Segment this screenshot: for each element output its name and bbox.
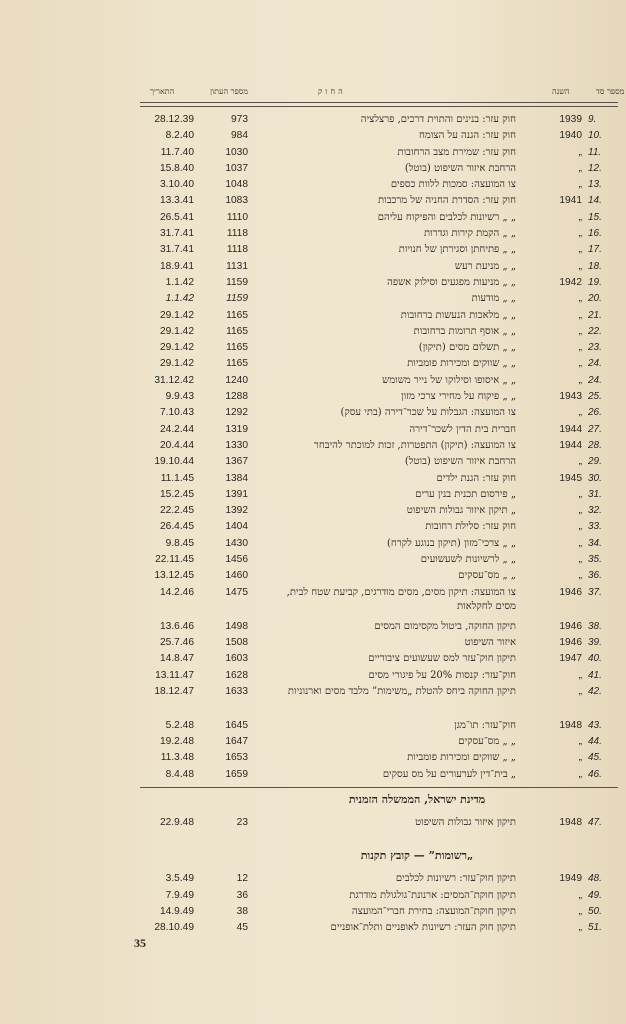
row-law: „ „ הקמת קירות וגדרות <box>424 228 516 240</box>
table-row <box>0 259 626 275</box>
law-table-state <box>0 815 626 831</box>
header-law: החוק <box>318 87 346 96</box>
row-date: 19.2.48 <box>160 736 194 748</box>
row-gazette-number: 1384 <box>225 472 248 484</box>
row-date: 24.2.44 <box>160 423 194 435</box>
row-index: 23. <box>588 342 602 354</box>
row-gazette-number: 1628 <box>225 669 248 681</box>
row-law: חברית בית הדין לשכר־דירה <box>409 423 516 435</box>
row-law: איזור השיפוט <box>464 636 516 648</box>
table-row <box>0 145 626 161</box>
row-date: 22.2.45 <box>160 505 194 517</box>
table-row <box>0 519 626 535</box>
row-law: „ „ איסופו וסילוקו של נייר משומש <box>382 374 516 386</box>
row-gazette-number: 1508 <box>225 636 248 648</box>
row-year: „ <box>578 922 582 934</box>
row-gazette-number: 984 <box>231 130 248 142</box>
row-year: „ <box>578 358 582 370</box>
table-row <box>0 112 626 128</box>
row-law: חוק־עזר: תו־מגן <box>454 719 516 731</box>
row-date: 14.2.46 <box>160 586 194 598</box>
header-date: התאריך <box>150 87 175 96</box>
row-index: 34. <box>588 537 602 549</box>
row-date: 3.5.49 <box>165 873 194 885</box>
row-year: „ <box>578 554 582 566</box>
row-index: 38. <box>588 620 602 632</box>
table-row <box>0 340 626 356</box>
row-date: 1.1.42 <box>165 293 194 305</box>
row-law: חוק עזר: שמירת מצב הרחובות <box>397 146 516 158</box>
row-date: 31.12.42 <box>154 374 194 386</box>
row-law: חוק עזר: הגנת ילדים <box>436 472 516 484</box>
row-gazette-number: 1404 <box>225 521 248 533</box>
row-index: 14. <box>588 195 602 207</box>
row-gazette-number: 1603 <box>225 653 248 665</box>
row-year: „ <box>578 685 582 697</box>
row-date: 29.1.42 <box>160 358 194 370</box>
row-index: 45. <box>588 752 602 764</box>
row-gazette-number: 1653 <box>225 752 248 764</box>
row-year: 1941 <box>559 195 582 207</box>
row-law: „ „ צרכי־מזון (תיקון בנוגע לקרח) <box>387 537 516 549</box>
row-gazette-number: 12 <box>236 873 248 885</box>
row-year: 1946 <box>559 586 582 598</box>
table-row <box>0 177 626 193</box>
row-law: „ בית־דין לערעורים על מס עסקים <box>382 768 516 780</box>
row-date: 29.1.42 <box>160 325 194 337</box>
row-gazette-number: 1159 <box>226 293 248 305</box>
table-row <box>0 635 626 651</box>
row-year: 1945 <box>559 472 582 484</box>
row-gazette-number: 38 <box>236 905 248 917</box>
row-date: 26.4.45 <box>160 521 194 533</box>
row-gazette-number: 1165 <box>226 325 248 337</box>
table-row <box>0 405 626 421</box>
row-law: תיקון חוקת־המועצה: בחירת חברי־המועצה <box>351 905 516 917</box>
row-gazette-number: 1165 <box>226 358 248 370</box>
row-year: 1948 <box>559 719 582 731</box>
row-index: 9. <box>588 114 597 125</box>
row-gazette-number: 1430 <box>225 537 248 549</box>
row-date: 15.2.45 <box>160 488 194 500</box>
row-index: 39. <box>588 636 602 648</box>
row-index: 41. <box>588 669 602 681</box>
row-index: 42. <box>588 685 602 697</box>
row-law: „ „ פיקוח על מחירי צרכי מזון <box>401 391 516 403</box>
row-date: 5.2.48 <box>165 719 194 731</box>
table-row <box>0 734 626 750</box>
row-index: 22. <box>588 325 602 337</box>
row-gazette-number: 1367 <box>225 456 248 468</box>
row-year: „ <box>578 260 582 272</box>
row-year: „ <box>578 669 582 681</box>
table-row <box>0 210 626 226</box>
row-year: „ <box>578 570 582 582</box>
row-year: 1943 <box>559 391 582 403</box>
table-row <box>0 503 626 519</box>
table-row <box>0 888 626 904</box>
row-year: „ <box>578 488 582 500</box>
row-index: 36. <box>588 570 602 582</box>
row-index: 19. <box>588 276 602 288</box>
row-year: „ <box>578 407 582 419</box>
row-year: 1946 <box>559 636 582 648</box>
row-law: „ פירסום תכנית בנין ערים <box>415 488 516 500</box>
row-year: „ <box>578 456 582 468</box>
row-date: 26.5.41 <box>160 211 194 223</box>
table-row <box>0 308 626 324</box>
row-index: 25. <box>588 391 602 403</box>
table-row <box>0 718 626 734</box>
row-year: 1946 <box>559 620 582 632</box>
row-date: 28.10.49 <box>154 922 194 934</box>
row-gazette-number: 1037 <box>225 162 248 174</box>
table-row <box>0 619 626 635</box>
table-row <box>0 422 626 438</box>
row-year: „ <box>578 537 582 549</box>
row-gazette-number: 1456 <box>225 554 248 566</box>
table-row <box>0 750 626 766</box>
row-year: „ <box>578 342 582 354</box>
row-law: תיקון חוק העזר: רשיונות לאופניים ותלת־אופניים <box>330 922 516 934</box>
row-date: 19.10.44 <box>154 456 194 468</box>
row-date: 9.8.45 <box>165 537 194 549</box>
row-law: תיקון החוקה, ביטול מקסימום המסים <box>374 620 516 632</box>
row-law: צו המועצה: (תיקון) התפטרות, זכות למוכתר להיבחר <box>313 439 516 451</box>
row-gazette-number: 1288 <box>225 391 248 403</box>
row-year: „ <box>578 244 582 256</box>
row-law: הרחבת איזור השיפוט (בוטל) <box>404 456 516 468</box>
row-year: „ <box>578 905 582 917</box>
row-index: 29. <box>588 456 602 468</box>
row-law: תיקון החוקה ביחס להטלת „משימות” מלבד מסים וארנוניות <box>287 685 516 697</box>
row-year: 1939 <box>559 114 582 125</box>
row-gazette-number: 1633 <box>225 685 248 697</box>
row-index: 24. <box>588 374 602 386</box>
row-date: 3.10.40 <box>160 179 194 191</box>
row-date: 22.9.48 <box>160 816 194 828</box>
table-row <box>0 568 626 584</box>
row-index: 28. <box>588 439 602 451</box>
row-index: 33. <box>588 521 602 533</box>
row-index: 18. <box>588 260 602 272</box>
row-index: 40. <box>588 653 602 665</box>
row-index: 37. <box>588 586 602 598</box>
row-index: 24. <box>588 358 602 370</box>
row-date: 15.8.40 <box>160 162 194 174</box>
row-gazette-number: 973 <box>231 114 248 125</box>
row-index: 26. <box>588 407 602 419</box>
row-law: „ תיקון איזור גבולות השיפוט <box>406 505 516 517</box>
table-row <box>0 275 626 291</box>
row-law: תיקון חוק־עזר: רשיונות לכלבים <box>395 873 516 885</box>
row-date: 29.1.42 <box>160 342 194 354</box>
row-law: הרחבת איזור השיפוט (בוטל) <box>404 162 516 174</box>
row-gazette-number: 1475 <box>225 586 248 598</box>
row-gazette-number: 1110 <box>226 211 248 223</box>
row-gazette-number: 1159 <box>226 276 248 288</box>
row-law: „ „ מס־עסקים <box>458 570 516 582</box>
row-date: 13.3.41 <box>160 195 194 207</box>
table-row <box>0 815 626 831</box>
row-year: „ <box>578 179 582 191</box>
row-law: חוק עזר: הסדרת החניה של מרכבות <box>378 195 516 207</box>
row-gazette-number: 1391 <box>225 488 248 500</box>
header-year: השנה <box>552 87 570 96</box>
header-rule-bottom <box>140 106 618 107</box>
row-year: „ <box>578 521 582 533</box>
row-law: צו המועצה: סמכות ללוות כספים <box>390 179 516 191</box>
row-index: 44. <box>588 736 602 748</box>
row-index: 30. <box>588 472 602 484</box>
row-gazette-number: 1460 <box>225 570 248 582</box>
row-year: „ <box>578 228 582 240</box>
row-year: „ <box>578 505 582 517</box>
row-date: 14.9.49 <box>160 905 194 917</box>
row-year: 1940 <box>559 130 582 142</box>
table-row <box>0 585 626 619</box>
row-year: 1942 <box>559 276 582 288</box>
row-date: 11.1.45 <box>160 472 194 484</box>
row-law: „ „ תשלום מסים (תיקון) <box>418 342 516 354</box>
row-law: „ „ מניעות מפגעים וסילוק אשפה <box>387 276 516 288</box>
row-gazette-number: 1319 <box>225 423 248 435</box>
row-law: „ „ מודעות <box>471 293 516 305</box>
section-heading-state: מדינת ישראל, הממשלה הזמנית <box>348 792 486 806</box>
row-date: 9.9.43 <box>165 391 194 403</box>
row-gazette-number: 1240 <box>225 374 248 386</box>
row-date: 1.1.42 <box>165 276 194 288</box>
row-year: „ <box>578 374 582 386</box>
row-law: „ „ מניעת רעש <box>454 260 516 272</box>
row-year: „ <box>578 211 582 223</box>
row-date: 22.11.45 <box>155 554 194 566</box>
table-row <box>0 767 626 783</box>
table-row <box>0 536 626 552</box>
row-index: 46. <box>588 768 602 780</box>
row-index: 11. <box>588 146 602 158</box>
row-gazette-number: 1330 <box>225 439 248 451</box>
row-law: חוק עזר: הגנה על הצומח <box>418 130 516 142</box>
row-date: 29.1.42 <box>160 309 194 321</box>
header-number: מספר העתון <box>210 87 249 96</box>
row-year: 1944 <box>559 439 582 451</box>
table-row <box>0 920 626 936</box>
row-index: 43. <box>588 719 602 731</box>
row-law: „ „ אוסף תרומות ברחובות <box>413 325 516 337</box>
page-number: 35 <box>134 936 146 950</box>
row-date: 11.3.48 <box>160 752 194 764</box>
row-year: „ <box>578 162 582 174</box>
row-gazette-number: 1165 <box>226 342 248 354</box>
row-date: 25.7.46 <box>160 636 194 648</box>
law-table <box>0 112 626 783</box>
table-row <box>0 356 626 372</box>
row-gazette-number: 36 <box>236 889 248 901</box>
row-index: 21. <box>588 309 602 321</box>
table-row <box>0 373 626 389</box>
row-index: 49. <box>588 889 602 901</box>
table-row <box>0 487 626 503</box>
row-year: 1944 <box>559 423 582 435</box>
row-date: 11.7.40 <box>160 146 194 158</box>
table-row <box>0 242 626 258</box>
row-year: 1949 <box>559 873 582 885</box>
row-index: 16. <box>588 228 602 240</box>
row-year: „ <box>578 752 582 764</box>
row-index: 31. <box>588 488 602 500</box>
row-year: „ <box>578 889 582 901</box>
row-date: 31.7.41 <box>160 228 194 240</box>
row-date: 8.2.40 <box>165 130 194 142</box>
row-law: צו המועצה: תיקון מסים, מסים מודרגים, קביעת שטח לבית, מסים לחקלאות <box>286 586 516 612</box>
row-law: צו המועצה: הגבלות על שכר־דירה (בתי עסק) <box>340 407 516 419</box>
row-year: „ <box>578 736 582 748</box>
row-date: 13.6.46 <box>160 620 194 632</box>
row-year: „ <box>578 293 582 305</box>
row-gazette-number: 1292 <box>225 407 248 419</box>
row-date: 31.7.41 <box>160 244 194 256</box>
row-date: 18.12.47 <box>154 685 194 697</box>
row-gazette-number: 1645 <box>225 719 248 731</box>
row-index: 48. <box>588 873 602 885</box>
row-index: 12. <box>588 162 602 174</box>
row-date: 18.9.41 <box>160 260 194 272</box>
table-row <box>0 161 626 177</box>
row-index: 35. <box>588 554 602 566</box>
row-year: „ <box>578 325 582 337</box>
row-index: 32. <box>588 505 602 517</box>
row-date: 13.12.45 <box>154 570 194 582</box>
row-gazette-number: 1659 <box>225 768 248 780</box>
row-gazette-number: 1118 <box>226 244 248 256</box>
row-gazette-number: 1131 <box>226 260 248 272</box>
row-law: תיקון חוקת־המסים: ארנונת־גולגולת מודרגת <box>349 889 516 901</box>
row-date: 13.11.47 <box>155 669 194 681</box>
row-law: „ „ פתיחתן וסגירתן של חנויות <box>398 244 516 256</box>
table-row <box>0 454 626 470</box>
row-date: 28.12.39 <box>154 114 194 125</box>
table-row <box>0 904 626 920</box>
row-gazette-number: 1030 <box>225 146 248 158</box>
row-date: 20.4.44 <box>160 439 194 451</box>
table-row <box>0 193 626 209</box>
header-index: מספר סד <box>596 87 625 96</box>
table-row <box>0 471 626 487</box>
row-year: „ <box>578 768 582 780</box>
row-index: 27. <box>588 423 602 435</box>
row-law: „ „ לרשיונות לשעשועים <box>420 554 516 566</box>
row-law: „ „ מס־עסקים <box>458 736 516 748</box>
row-index: 15. <box>588 211 602 223</box>
row-law: „ „ מלאכות הנעשות ברחובות <box>400 309 516 321</box>
row-gazette-number: 1647 <box>225 736 248 748</box>
row-gazette-number: 1048 <box>225 179 248 191</box>
row-gazette-number: 45 <box>236 922 248 934</box>
row-year: 1948 <box>559 816 582 828</box>
table-row <box>0 552 626 568</box>
table-row <box>0 668 626 684</box>
row-law: חוק עזר: בנינים והתוית דרכים, פרצלציה <box>360 114 516 125</box>
row-law: תיקון חוק־עזר למס שעשועים ציבוריים <box>368 653 516 665</box>
header-rule-top <box>140 102 618 103</box>
table-row <box>0 291 626 307</box>
row-law: „ „ שווקים ומכירות פומביות <box>407 358 516 370</box>
row-gazette-number: 1165 <box>226 309 248 321</box>
law-table-reshumot <box>0 871 626 936</box>
row-date: 14.8.47 <box>160 653 194 665</box>
table-row <box>0 871 626 887</box>
section-rule <box>140 787 618 788</box>
section-heading-reshumot: „רשומות” — קובץ תקנות <box>360 849 474 863</box>
row-law: „ „ רשיונות לכלבים והפיקוח עליהם <box>377 211 516 223</box>
row-index: 20. <box>588 293 602 305</box>
table-row <box>0 684 626 718</box>
row-year: „ <box>578 309 582 321</box>
table-row <box>0 324 626 340</box>
row-gazette-number: 1118 <box>226 228 248 240</box>
row-gazette-number: 1498 <box>225 620 248 632</box>
row-index: 13. <box>588 179 602 191</box>
row-index: 50. <box>588 905 602 917</box>
row-law: „ „ שווקים ומכירות פומביות <box>407 752 516 764</box>
table-row <box>0 438 626 454</box>
row-index: 17. <box>588 244 602 256</box>
row-index: 47. <box>588 816 602 828</box>
table-row <box>0 389 626 405</box>
row-year: 1947 <box>559 653 582 665</box>
row-index: 10. <box>588 130 602 142</box>
row-date: 7.10.43 <box>160 407 194 419</box>
table-row <box>0 226 626 242</box>
table-row <box>0 651 626 667</box>
row-law: תיקון איזור גבולות השיפוט <box>415 816 516 828</box>
row-gazette-number: 1392 <box>225 505 248 517</box>
table-row <box>0 128 626 144</box>
row-gazette-number: 1083 <box>225 195 248 207</box>
row-year: „ <box>578 146 582 158</box>
row-index: 51. <box>588 922 602 934</box>
row-law: חוק עזר: סלילת רחובות <box>425 521 516 533</box>
row-date: 7.9.49 <box>165 889 194 901</box>
row-gazette-number: 23 <box>236 816 248 828</box>
row-date: 8.4.48 <box>165 768 194 780</box>
row-law: חוק־עזר: קנסות 20% על פיגורי מסים <box>368 669 516 681</box>
